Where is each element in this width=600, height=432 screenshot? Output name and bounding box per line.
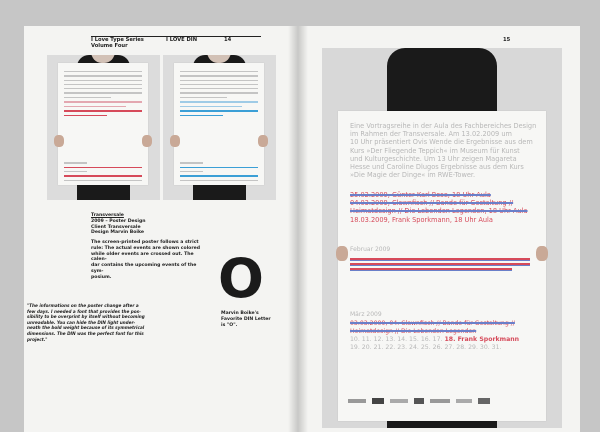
left-hand — [170, 135, 180, 147]
month-march: März 2009 — [350, 311, 382, 318]
february-strikes — [350, 255, 530, 273]
series-title — [91, 37, 144, 50]
intro-line: 10 Uhr präsentiert Ovis Wende die Ergebnisse aus dem — [350, 138, 533, 147]
march-event: Heimatdesign // Die Lebenden Legenden — [350, 328, 477, 335]
designer-quote — [27, 303, 167, 342]
held-poster-large — [338, 111, 546, 421]
march-highlight: 18. Frank Sporkmann — [444, 336, 520, 343]
quote-line: neath the bold weight because of its symmetrical — [27, 325, 145, 331]
quote-line: sibility to be overprint by itself without becoming — [27, 314, 145, 320]
crossed-event: Heimatdesign // Die Lebenden Legenden, 18 Uhr Aula — [350, 207, 528, 216]
project-credits — [91, 213, 146, 236]
letter-caption-line: is "O". — [221, 322, 238, 328]
credit-client: Client Transversale — [91, 224, 141, 230]
intro-line: »Die Magie der Dinge« im RWE-Tower. — [350, 171, 476, 180]
poster-photo-blue — [163, 55, 276, 200]
left-page — [24, 26, 298, 432]
poster-intro — [350, 122, 536, 179]
held-poster — [58, 63, 148, 185]
march-dates: 10. 11. 12. 13. 14. 15. 16. 17. — [350, 336, 443, 343]
letter-caption-line: Favorite DIN Letter — [221, 316, 271, 322]
sponsor-logos — [348, 396, 536, 406]
march-dates: 19. 20. 21. 22. 23. 24. 25. 26. 27. 28. 29. 30. 31. — [350, 344, 502, 351]
description-line: posium. — [91, 274, 112, 280]
letter-caption-line: Marvin Boike's — [221, 311, 259, 316]
quote-line: dimensions. The DIN was the perfect font for this — [27, 330, 144, 336]
series-line-1: I Love Type Series — [91, 37, 144, 43]
credit-year: 2009 – Poster Design — [91, 218, 146, 224]
large-poster-photo — [322, 48, 562, 428]
intro-line: Eine Vortragsreihe in der Aula des Fachbereiches Design — [350, 122, 537, 130]
right-hand — [536, 246, 548, 261]
poster-photo-pink — [47, 55, 160, 200]
credit-project: Transversale — [91, 213, 124, 218]
intro-line: Kurs »Der Fliegende Teppich« im Museum für Kunst — [350, 146, 520, 155]
march-events — [350, 320, 519, 352]
intro-line: und Kulturgeschichte. Um 13 Uhr zeigen Magareta — [350, 154, 517, 163]
right-page — [298, 26, 580, 432]
chapter-title: I LOVE DIN — [166, 37, 198, 43]
spine-shadow — [288, 26, 308, 432]
quote-line: few days. I needed a font that provides the pos- — [27, 308, 141, 314]
description-line: dar contains the upcoming events of the sym- — [91, 263, 197, 274]
quote-line: project." — [27, 336, 48, 342]
current-event: 18.03.2009, Frank Sporkmann, 18 Uhr Aula — [350, 215, 493, 224]
description-line: The screen-printed poster follows a strict — [91, 240, 199, 245]
description-line: while older events are crossed out. The calen- — [91, 251, 194, 263]
quote-line: unreadable. You can hide the DIN light under- — [27, 319, 136, 325]
project-description — [91, 240, 201, 281]
description-line: rule: The actual events are shown colored — [91, 245, 201, 251]
quote-line: "The informations on the poster change after a — [27, 303, 139, 308]
header-rule — [91, 36, 261, 37]
credit-designer: Design Marvin Boike — [91, 230, 145, 236]
favorite-letter-caption — [221, 311, 271, 328]
crossed-event: 25.02.2009, Günter Karl Bose, 18 Uhr Aula — [350, 191, 491, 199]
march-dates-row — [350, 336, 519, 344]
month-february: Februar 2009 — [350, 246, 391, 253]
series-line-2: Volume Four — [91, 43, 128, 50]
held-poster — [174, 63, 264, 185]
intro-line: im Rahmen der Transversale. Am 13.02.2009 um — [350, 130, 512, 139]
right-hand — [258, 135, 268, 147]
page-number-right: 15 — [503, 37, 511, 43]
favorite-letter: O — [218, 247, 264, 310]
left-hand — [336, 246, 348, 261]
intro-line: Hesse und Caroline Dlugos Ergebnisse aus dem Kurs — [350, 163, 524, 172]
page-number-left: 14 — [224, 37, 232, 43]
crossed-events — [350, 191, 528, 224]
march-event: 03.03.2009, 04. Clawnfisch // Bande für Gestaltung // — [350, 320, 515, 327]
right-hand — [142, 135, 152, 147]
left-hand — [54, 135, 64, 147]
crossed-event: 04.03.2009, Clawnfisch // Bande für Gestaltung // — [350, 199, 514, 208]
